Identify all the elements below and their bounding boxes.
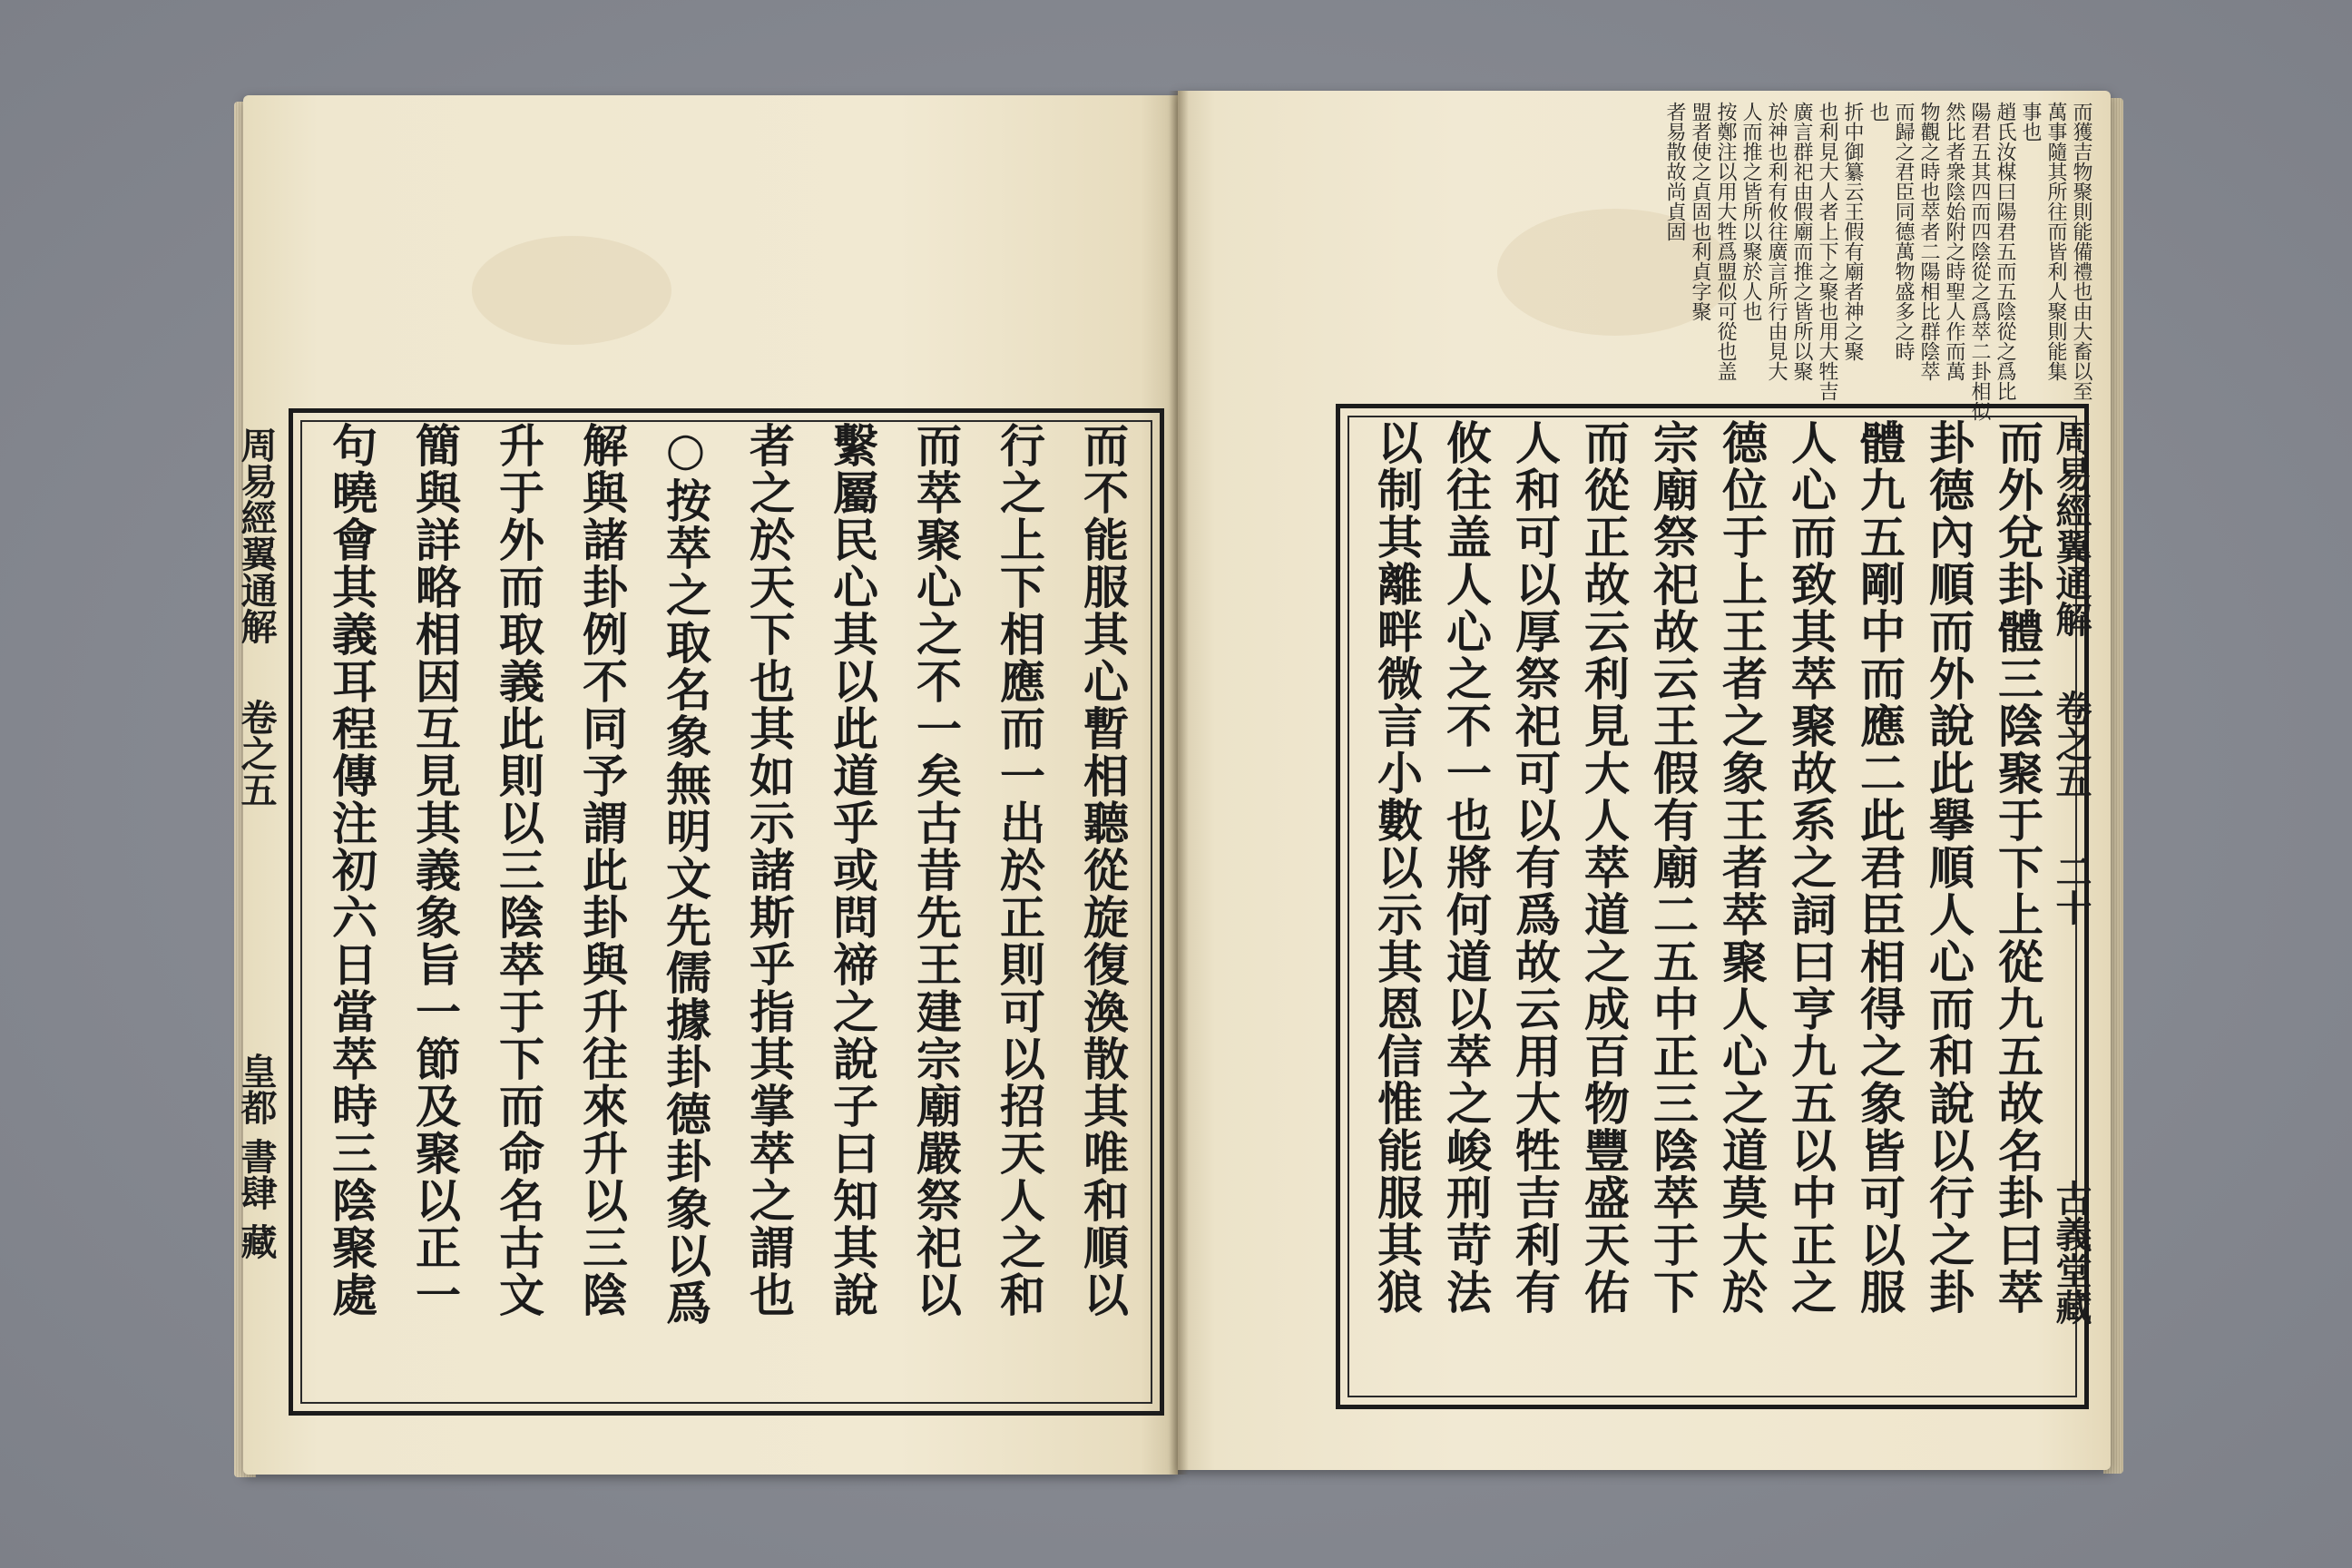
book-gutter xyxy=(1169,91,1189,1475)
right-head-note-11: 也利見大人者上下之聚也用大牲吉 xyxy=(1816,102,1838,401)
right-column-6: 宗廟祭祀故云王假有廟二五中正三陰萃于下 xyxy=(1646,419,1700,1316)
right-column-1: 而外兌卦體三陰聚于下上從九五故名卦曰萃 xyxy=(1991,419,2044,1316)
right-head-note-1: 而獲吉物聚則能備禮也由大畜以至 xyxy=(2070,102,2092,401)
right-column-7: 而從正故云利見大人萃道之成百物豐盛天佑 xyxy=(1577,419,1631,1316)
right-spine-publisher: 古義堂藏 xyxy=(2050,1180,2092,1325)
right-column-3: 體九五剛中而應二此君臣相得之象皆可以服 xyxy=(1853,419,1906,1316)
right-spine-page: 二十 xyxy=(2050,853,2092,926)
right-column-4: 人心而致其萃聚故系之詞曰亨九五以中正之 xyxy=(1784,419,1838,1316)
right-column-9: 攸往盖人心之不一也將何道以萃之峻刑苛法 xyxy=(1439,419,1493,1316)
right-head-note-6: 然比者衆陰始附之時聖人作而萬 xyxy=(1943,102,1965,381)
left-column-1: 而不能服其心暫相聽從旋復渙散其唯和順以 xyxy=(1076,422,1130,1318)
left-column-8: 升于外而取義此則以三陰萃于下而命名古文 xyxy=(492,422,545,1318)
left-column-6: ○按萃之取名象無明文先儒據卦德卦象以爲 xyxy=(659,422,712,1327)
left-column-4: 繫屬民心其以此道乎或問禘之說子曰知其說 xyxy=(826,422,879,1318)
right-head-note-16: 盟者使之貞固也利貞字聚 xyxy=(1689,102,1711,321)
left-spine-publisher: 皇都 書肆 藏 xyxy=(235,1053,278,1259)
left-spine-rule xyxy=(289,408,293,1416)
right-head-note-12: 廣言群祀由假廟而推之皆所以聚 xyxy=(1790,102,1813,381)
right-head-note-15: 按鄭注以用大牲爲盟似可從也盖 xyxy=(1714,102,1737,381)
left-column-3: 而萃聚心之不一矣古昔先王建宗廟嚴祭祀以 xyxy=(909,422,963,1318)
left-spine-volume: 卷之五 xyxy=(235,699,278,808)
right-head-note-13: 於神也利有攸往廣言所行由見大 xyxy=(1765,102,1788,381)
left-column-10: 句曉會其義耳程傳注初六日當萃時三陰聚處 xyxy=(325,422,378,1318)
right-head-note-8: 而歸之君臣同德萬物盛多之時 xyxy=(1892,102,1915,361)
right-column-8: 人和可以厚祭祀可以有爲故云用大牲吉利有 xyxy=(1508,419,1562,1316)
right-head-note-2: 萬事隨其所往而皆利人聚則能集 xyxy=(2044,102,2067,381)
left-column-2: 行之上下相應而一出於正則可以招天人之和 xyxy=(993,422,1046,1318)
right-column-5: 德位于上王者之象王者萃聚人心之道莫大於 xyxy=(1715,419,1769,1316)
left-column-9: 簡與詳略相因互見其義象旨一節及聚以正一 xyxy=(408,422,462,1318)
left-spine-title: 周易經翼通解 xyxy=(235,426,278,644)
right-head-note-5: 陽君五其四而四陰從之爲萃二卦相似 xyxy=(1968,102,1991,421)
right-head-note-17: 者易散故尚貞固 xyxy=(1663,102,1686,241)
right-head-note-3: 事也 xyxy=(2019,102,2042,142)
right-spine-volume: 卷之五 xyxy=(2050,690,2092,799)
paper-stain xyxy=(472,236,671,345)
right-head-note-9: 也 xyxy=(1867,102,1889,122)
right-head-note-7: 物觀之時也萃者二陽相比群陰萃 xyxy=(1917,102,1940,381)
right-head-note-4: 趙氏汝楳曰陽君五而五陰從之爲比 xyxy=(1994,102,2016,401)
left-column-7: 解與諸卦例不同予謂此卦與升往來升以三陰 xyxy=(575,422,629,1318)
right-spine-title: 周易經翼通解 xyxy=(2050,419,2092,637)
right-column-2: 卦德內順而外說此擧順人心而和說以行之卦 xyxy=(1922,419,1975,1316)
right-column-10: 以制其離畔微言小數以示其恩信惟能服其狼 xyxy=(1370,419,1424,1316)
right-head-note-10: 折中御纂云王假有廟者神之聚 xyxy=(1841,102,1864,361)
left-column-5: 者之於天下也其如示諸斯乎指其掌萃之謂也 xyxy=(742,422,796,1318)
right-head-note-14: 人而推之皆所以聚於人也 xyxy=(1740,102,1762,321)
